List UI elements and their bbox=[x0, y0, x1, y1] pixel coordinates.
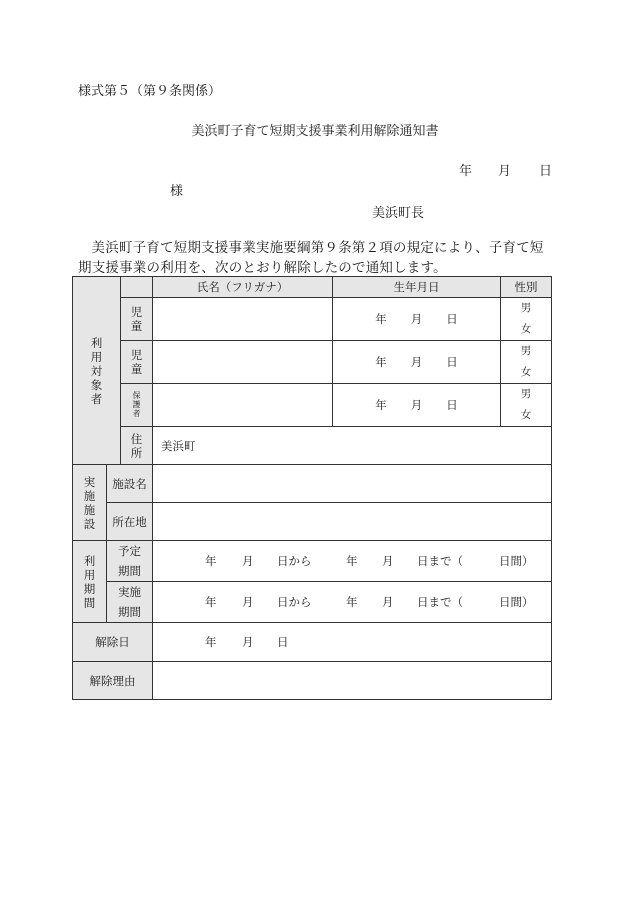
child-1-sex-field[interactable]: 男 女 bbox=[501, 298, 552, 341]
address-label: 住所 bbox=[121, 427, 153, 465]
actual-period-field[interactable]: 年 月 日から 年 月 日まで（ 日間） bbox=[153, 582, 552, 623]
row-label-child-1: 児童 bbox=[121, 298, 153, 341]
body-text: 美浜町子育て短期支援事業実施要綱第９条第２項の規定により、子育て短期支援事業の利用を、次のとおり解除したので通知します。 bbox=[78, 240, 544, 276]
facility-section-label: 実施施設 bbox=[73, 465, 107, 541]
guardian-sex-field[interactable]: 男 女 bbox=[501, 384, 552, 427]
header-blank bbox=[121, 277, 153, 298]
header-birthdate: 生年月日 bbox=[333, 277, 501, 298]
child-1-birthdate-field[interactable]: 年 月 日 bbox=[333, 298, 501, 341]
recipient-suffix: 様 bbox=[170, 184, 184, 199]
row-label-child-2: 児童 bbox=[121, 341, 153, 384]
cancel-reason-field[interactable] bbox=[153, 662, 552, 700]
row-label-guardian: 保護者 bbox=[121, 384, 153, 427]
facility-location-field[interactable] bbox=[153, 503, 552, 541]
guardian-birthdate-field[interactable]: 年 月 日 bbox=[333, 384, 501, 427]
header-sex: 性別 bbox=[501, 277, 552, 298]
child-1-name-field[interactable] bbox=[153, 298, 333, 341]
planned-period-field[interactable]: 年 月 日から 年 月 日まで（ 日間） bbox=[153, 541, 552, 582]
cancel-date-field[interactable]: 年 月 日 bbox=[153, 623, 552, 662]
child-2-name-field[interactable] bbox=[153, 341, 333, 384]
issue-date-year: 年 bbox=[459, 164, 473, 179]
form-number: 様式第５（第９条関係） bbox=[78, 84, 222, 99]
cancel-date-label: 解除日 bbox=[73, 623, 153, 662]
child-2-birthdate-field[interactable]: 年 月 日 bbox=[333, 341, 501, 384]
facility-location-label: 所在地 bbox=[107, 503, 153, 541]
address-field[interactable]: 美浜町 bbox=[153, 427, 552, 465]
issue-date-day: 日 bbox=[539, 164, 553, 179]
users-section-label: 利用対象者 bbox=[73, 277, 121, 465]
period-section-label: 利用期間 bbox=[73, 541, 107, 623]
child-2-sex-field[interactable]: 男 女 bbox=[501, 341, 552, 384]
actual-period-label: 実施 期間 bbox=[107, 582, 153, 623]
planned-period-label: 予定 期間 bbox=[107, 541, 153, 582]
sender: 美浜町長 bbox=[372, 206, 425, 221]
facility-name-label: 施設名 bbox=[107, 465, 153, 503]
issue-date-month: 月 bbox=[498, 164, 512, 179]
cancel-reason-label: 解除理由 bbox=[73, 662, 153, 700]
notice-table bbox=[72, 276, 552, 700]
guardian-name-field[interactable] bbox=[153, 384, 333, 427]
document-title: 美浜町子育て短期支援事業利用解除通知書 bbox=[191, 124, 439, 139]
header-name: 氏名（フリガナ） bbox=[153, 277, 333, 298]
facility-name-field[interactable] bbox=[153, 465, 552, 503]
